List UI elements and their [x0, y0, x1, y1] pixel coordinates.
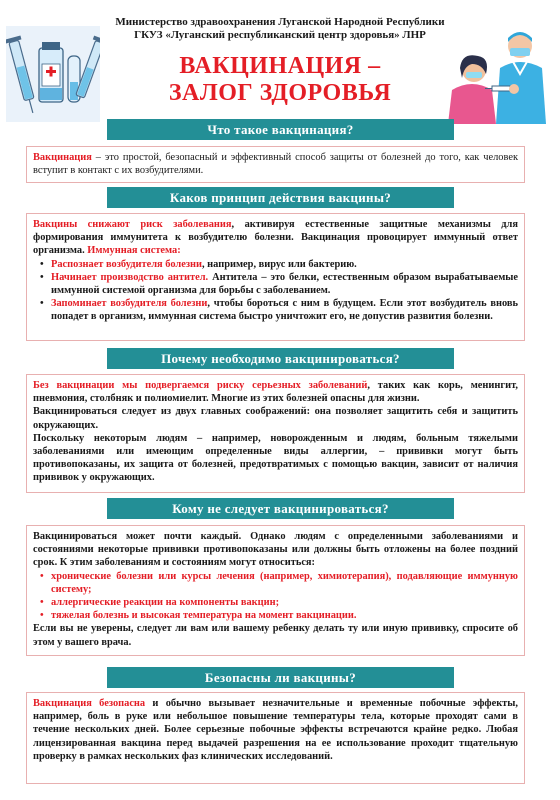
list-item: • хронические болезни или курсы лечения (например, химиотерапия), подавляющие иммунную систему; [51, 570, 518, 596]
section-heading-how-vaccine-works: Каков принцип действия вакцины? [107, 187, 454, 208]
paragraph [33, 151, 518, 177]
section-heading-are-vaccines-safe: Безопасны ли вакцины? [107, 667, 454, 688]
body-text: , активируя естественные защитные механизмы для формирования иммунитета к возбудителю болезни. Вакцинация провоцирует иммунный ответ организма. [33, 219, 518, 257]
section-heading-why-vaccinate: Почему необходимо вакцинироваться? [107, 348, 454, 369]
immune-system-list [33, 258, 518, 324]
section-box-how-vaccine-works [26, 213, 525, 341]
body-text: , например, вирус или бактерию. [201, 258, 357, 270]
contraindications-list [33, 570, 518, 623]
paragraph [33, 697, 518, 763]
list-item [51, 271, 518, 297]
list-item: • тяжелая болезнь и высокая температура на момент вакцинации. [51, 609, 518, 622]
highlight-text: Вакцинация [33, 152, 92, 163]
paragraph [33, 379, 518, 405]
highlight-text: Распознает возбудителя болезни [51, 258, 202, 270]
paragraph: Если вы не уверены, следует ли вам или вашему ребенку делать ту или иную прививку, спросите об этом у вашего врача. [33, 623, 518, 648]
section-box-who-should-not [26, 525, 525, 656]
health-center-name: ГКУЗ «Луганский республиканский центр здоровья» ЛНР [134, 29, 426, 41]
section-heading-what-is-vaccination: Что такое вакцинация? [107, 119, 454, 140]
page-title-line1: ВАКЦИНАЦИЯ – [179, 53, 381, 79]
section-heading-who-should-not: Кому не следует вакцинироваться? [107, 498, 454, 519]
highlight-text: Начинает производство антител. [51, 271, 209, 283]
highlight-text: Запоминает возбудителя болезни [51, 298, 208, 310]
ministry-name: Министерство здравоохранения Луганской Народной Республики [115, 16, 445, 28]
body-text: , таких как корь, менингит, пневмония, столбняк и полиомиелит. Многие из этих болезней опасны для жизни. [33, 380, 518, 405]
paragraph [33, 218, 518, 258]
list-item: • аллергические реакции на компоненты вакцин; [51, 596, 518, 609]
list-item [51, 297, 518, 323]
section-box-why-vaccinate [26, 374, 525, 493]
paragraph: Вакцинироваться следует из двух главных соображений: она позволяет защитить себя и защитить окружающих. [33, 406, 518, 431]
body-text: – это простой, безопасный и эффективный способ защиты от болезней до того, как человек вступит в контакт с их возбудителями. [33, 152, 518, 177]
doctor-vaccinating-patient-icon [438, 28, 556, 124]
highlight-text: Иммунная система: [87, 245, 181, 257]
body-text: и обычно вызывает незначительные и временные побочные эффекты, например, боль в руке или небольшое повышение температуры тела, которые проходят сами в течение нескольких дней. Более серьезные побочные эффекты встречаются крайне редко. Любая лицензированная вакцина перед выдачей разрешения на ее использование проходит тщательную проверку в рамках нескольких фаз клинических исследований. [33, 698, 519, 762]
body-text: , чтобы бороться с ним в будущем. Если этот возбудитель вновь попадет в организм, иммунная система быстро уничтожит его, не допустив развития болезни. [51, 298, 518, 323]
paragraph: Вакцинироваться может почти каждый. Однако людям с определенными заболеваниями и состояниями некоторые прививки противопоказаны или должны быть отложены на более поздний срок. К этим заболеваниям и состояниям могут относиться: [33, 531, 518, 569]
highlight-text: Вакцинация безопасна [33, 698, 146, 709]
section-box-what-is-vaccination [26, 146, 525, 183]
body-text: Антитела – это белки, естественным образом вырабатываемые иммунной системой организма для борьбы с заболеванием. [51, 271, 519, 297]
highlight-text: Без вакцинации мы подвергаемся риску серьезных заболеваний [33, 380, 368, 391]
section-box-are-vaccines-safe [26, 692, 525, 784]
highlight-text: Вакцины снижают риск заболевания [33, 219, 232, 230]
page-header [0, 0, 560, 112]
list-item [51, 258, 518, 271]
page-title-line2: ЗАЛОГ ЗДОРОВЬЯ [168, 80, 392, 106]
paragraph: Поскольку некоторым людям – например, новорожденным и людям, больным тяжелыми заболеваниями или имеющим определенные виды аллергии, – прививки могут быть противопоказаны, их защита от болезней, предотвратимых с помощью вакцин, зависит от наличия прививок у окружающих. [33, 432, 518, 484]
